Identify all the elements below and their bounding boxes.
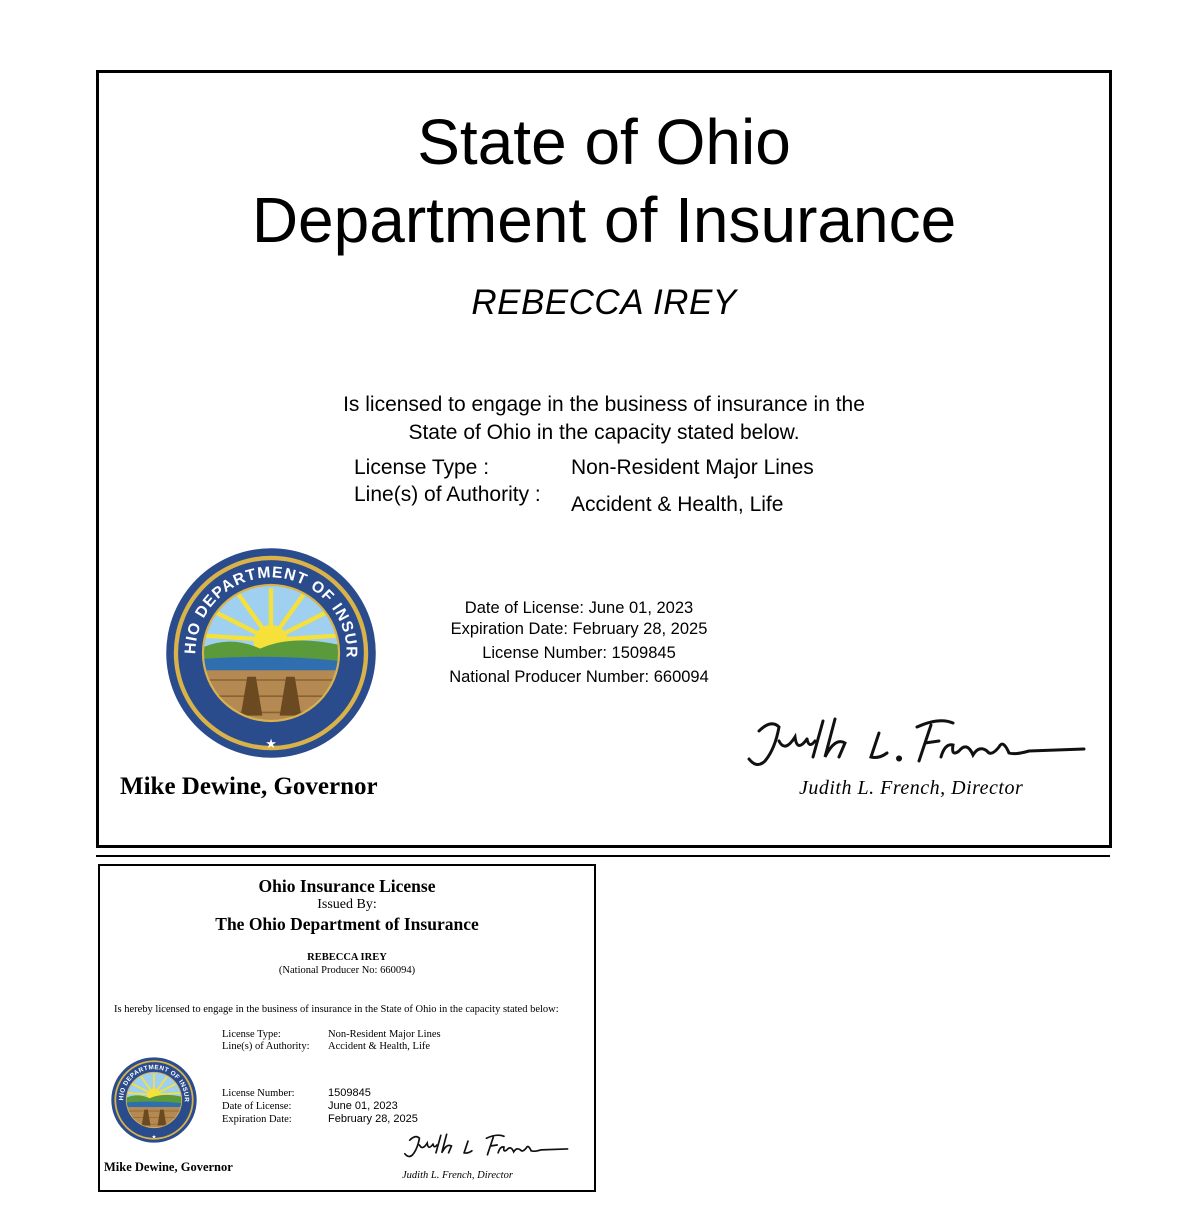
expiration-date: Expiration Date: February 28, 2025: [450, 620, 708, 638]
card-license-number-value: 1509845: [328, 1087, 371, 1099]
pocket-license-card: [98, 864, 596, 1192]
card-license-number-label: License Number:: [222, 1088, 295, 1099]
ohio-insurance-seal-icon: [163, 545, 379, 761]
card-governor-name: Mike Dewine, Governor: [104, 1160, 233, 1174]
card-license-type-label: License Type:: [222, 1029, 281, 1040]
card-title: Ohio Insurance License: [258, 876, 436, 896]
card-license-type-value: Non-Resident Major Lines: [328, 1029, 441, 1040]
date-of-license: Date of License: June 01, 2023: [464, 599, 694, 617]
card-expiration-value: February 28, 2025: [328, 1113, 418, 1125]
authority-value: Accident & Health, Life: [571, 493, 784, 516]
card-npn-line: (National Producer No: 660094): [278, 965, 416, 976]
license-statement-line2: State of Ohio in the capacity stated below.: [408, 421, 800, 444]
card-authority-label: Line(s) of Authority:: [222, 1041, 310, 1052]
director-signature-icon: [739, 713, 1089, 773]
certificate-title-state: State of Ohio: [417, 106, 791, 178]
license-statement-line1: Is licensed to engage in the business of insurance in the: [343, 393, 865, 416]
licensee-name: REBECCA IREY: [471, 283, 737, 322]
card-statement: Is hereby licensed to engage in the business of insurance in the State of Ohio in the capacity stated below:: [114, 1004, 559, 1015]
authority-label: Line(s) of Authority :: [354, 483, 541, 506]
card-date-of-license-value: June 01, 2023: [328, 1100, 398, 1112]
national-producer-number: National Producer Number: 660094: [449, 668, 709, 686]
governor-name: Mike Dewine, Governor: [120, 773, 378, 800]
license-number: License Number: 1509845: [482, 644, 676, 662]
card-director-name: Judith L. French, Director: [402, 1170, 513, 1181]
license-certificate: [96, 70, 1112, 848]
section-divider: [96, 855, 1110, 857]
certificate-title-department: Department of Insurance: [251, 184, 957, 256]
card-licensee-name: REBECCA IREY: [307, 952, 387, 963]
card-seal-icon: [110, 1056, 198, 1144]
license-type-value: Non-Resident Major Lines: [571, 456, 814, 479]
card-department: The Ohio Department of Insurance: [215, 914, 479, 934]
director-name: Judith L. French, Director: [799, 777, 1024, 799]
card-date-of-license-label: Date of License:: [222, 1101, 292, 1112]
card-issued-by: Issued By:: [317, 897, 377, 912]
card-expiration-label: Expiration Date:: [222, 1114, 292, 1125]
license-statement: [99, 391, 1109, 447]
card-authority-value: Accident & Health, Life: [328, 1041, 431, 1052]
license-type-label: License Type :: [354, 456, 490, 479]
card-signature-icon: [400, 1128, 570, 1164]
